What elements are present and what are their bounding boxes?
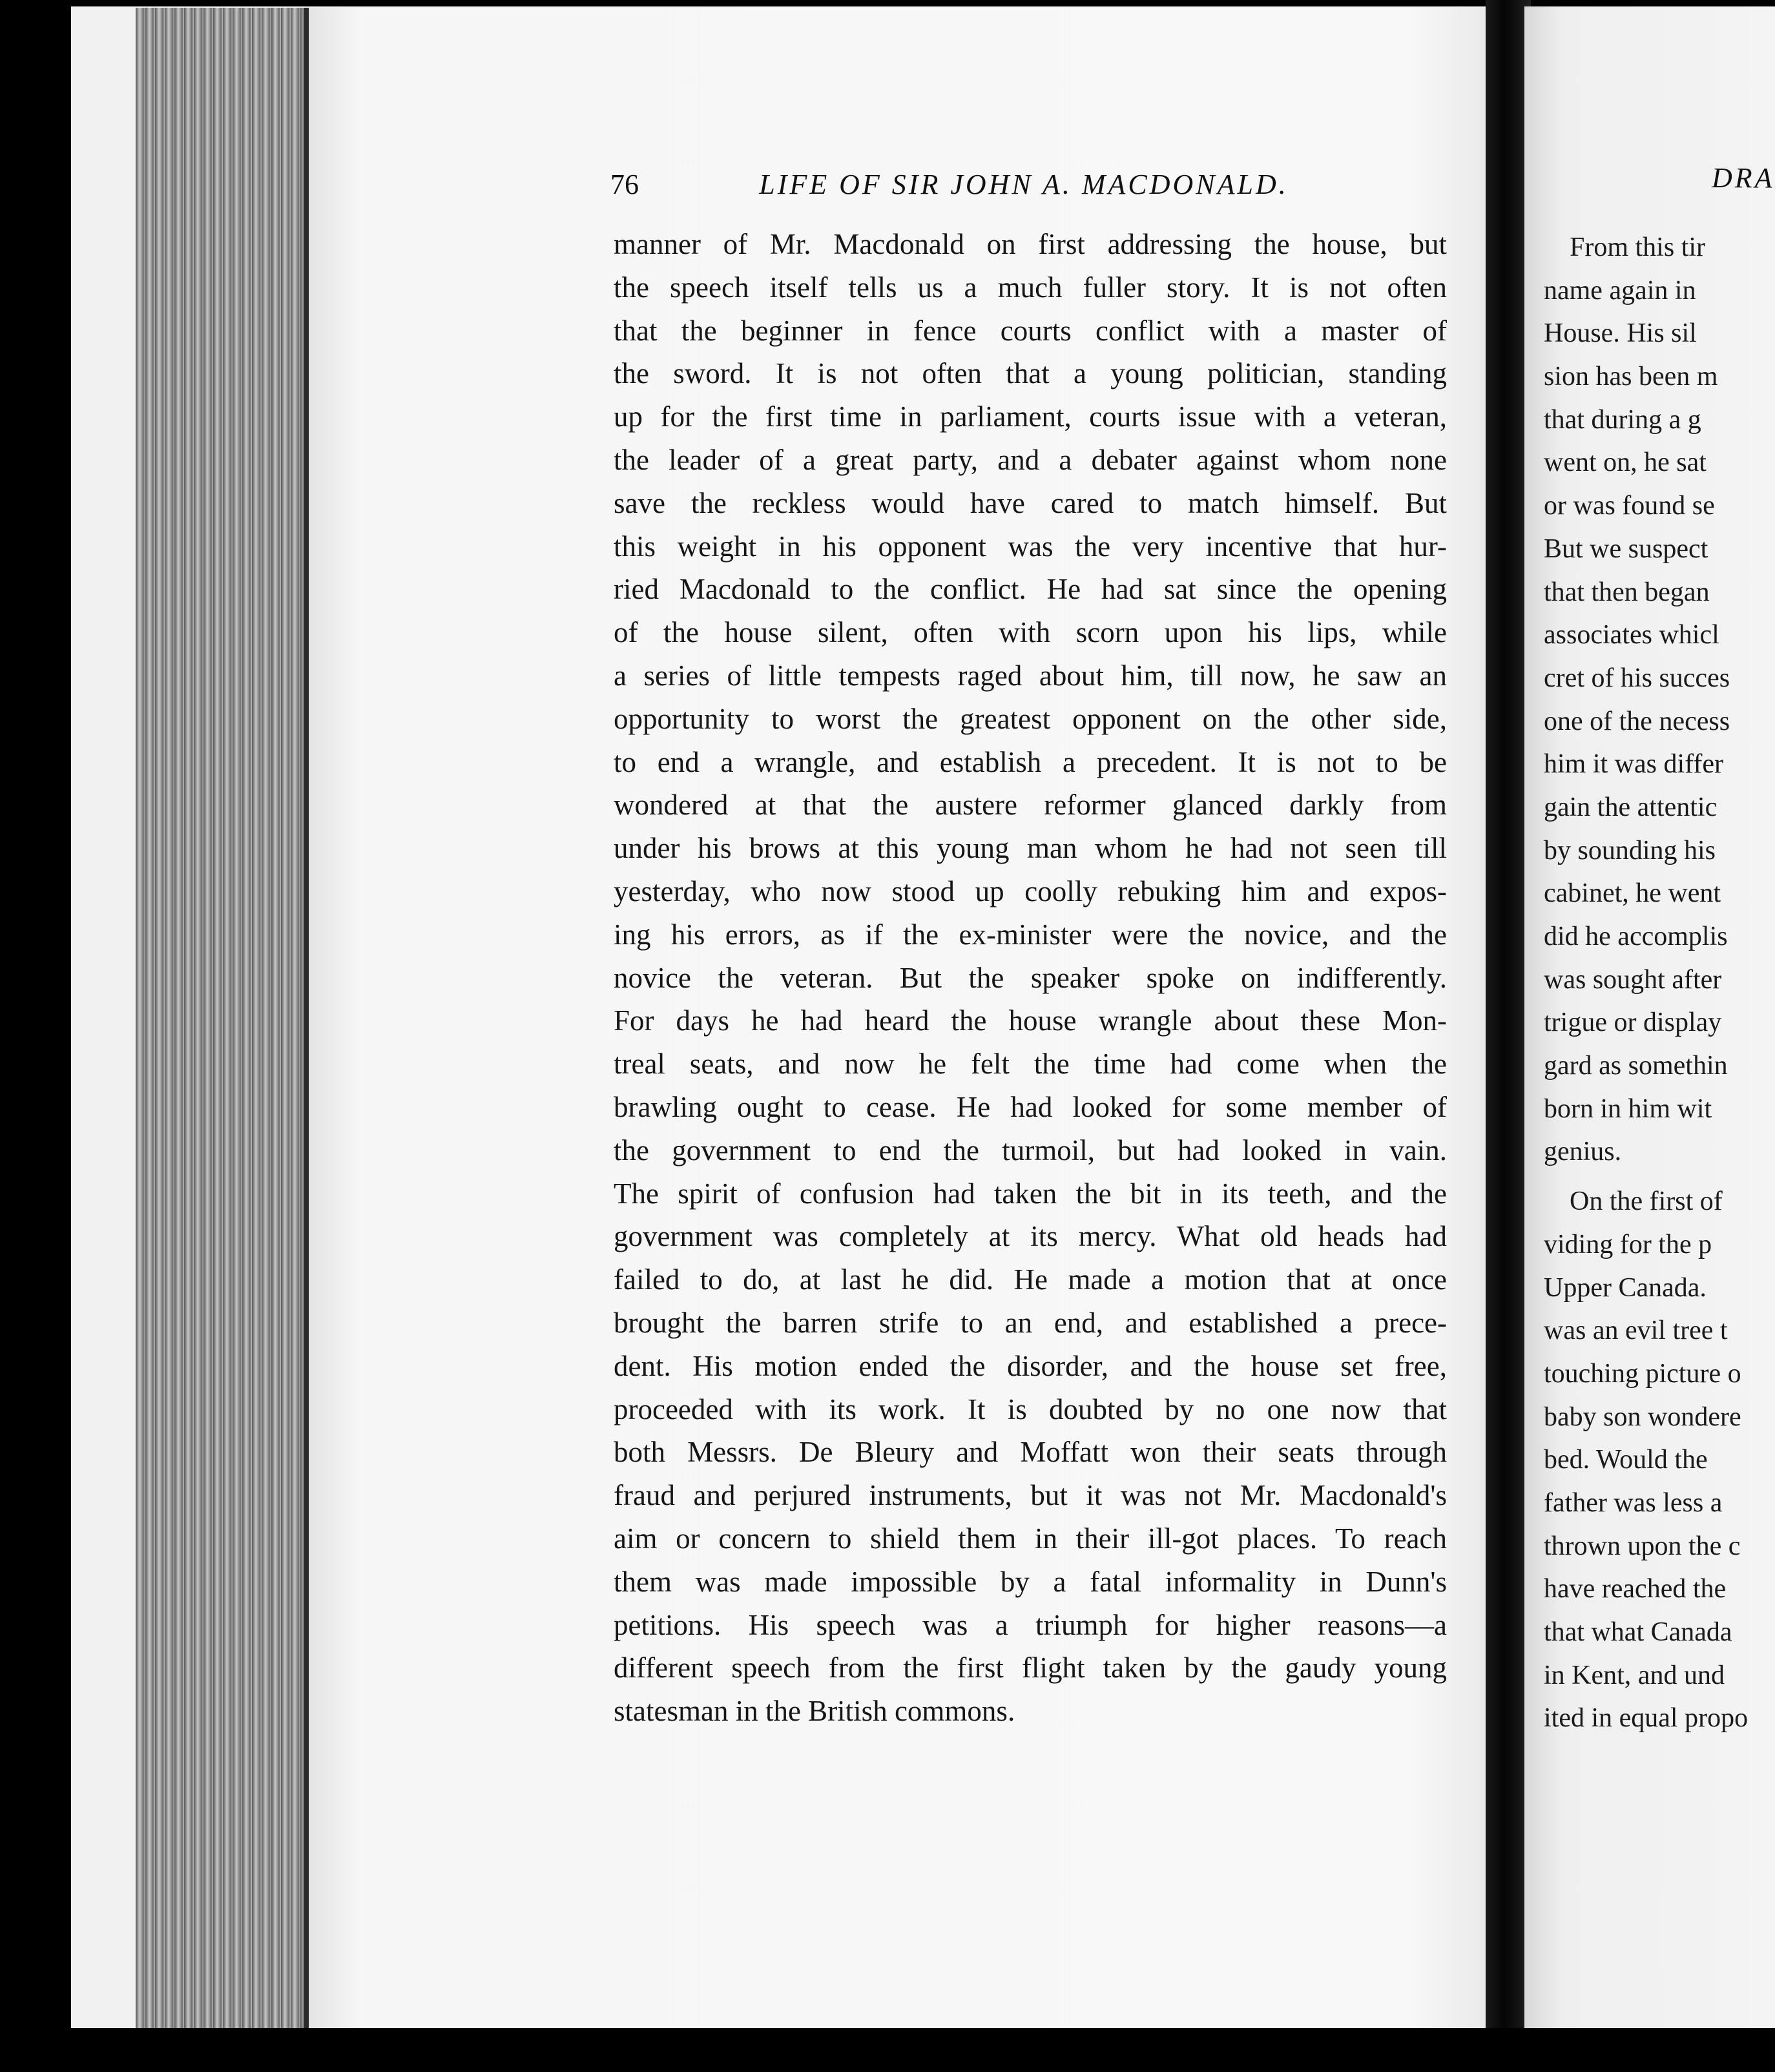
right-body-text	[1544, 226, 1775, 1740]
right-running-title: DRA	[1712, 162, 1775, 194]
text-line: ried Macdonald to the conflict. He had sat since the opening	[614, 573, 1447, 606]
running-head	[610, 161, 1340, 207]
text-line: From this tir	[1570, 233, 1706, 262]
text-line: both Messrs. De Bleury and Moffatt won their seats through	[614, 1436, 1447, 1469]
text-line: to end a wrangle, and establish a precedent. It is not to be	[614, 745, 1447, 778]
text-line: dent. His motion ended the disorder, and the house set free,	[614, 1349, 1447, 1382]
text-line: manner of Mr. Macdonald on first addressing the house, but	[614, 228, 1447, 260]
text-line: aim or concern to shield them in their ill-got places. To reach	[614, 1522, 1447, 1555]
text-line: in Kent, and und	[1544, 1660, 1725, 1690]
text-line: petitions. His speech was a triumph for higher reasons—a	[614, 1608, 1447, 1641]
text-line: him it was differ	[1544, 749, 1724, 780]
body-text	[614, 223, 1447, 1733]
text-line: viding for the p	[1544, 1229, 1712, 1259]
text-line: sion has been m	[1544, 362, 1718, 392]
text-line: born in him wit	[1544, 1093, 1712, 1124]
text-line: that during a g	[1544, 404, 1701, 435]
text-line: trigue or display	[1544, 1008, 1722, 1038]
text-line: associates whicl	[1544, 620, 1719, 650]
text-line: thrown upon the c	[1544, 1531, 1741, 1561]
text-line: genius.	[1544, 1137, 1622, 1167]
text-line: was an evil tree t	[1544, 1316, 1728, 1346]
text-line: father was less a	[1544, 1487, 1723, 1518]
text-line: statesman in the British commons.	[614, 1695, 1015, 1728]
text-line: was sought after	[1544, 964, 1722, 995]
text-line: novice the veteran. But the speaker spoke on indifferently.	[614, 961, 1447, 994]
text-line: up for the first time in parliament, courts issue with a veteran,	[614, 400, 1447, 433]
text-line: different speech from the first flight taken by the gaudy young	[614, 1652, 1447, 1684]
text-line: failed to do, at last he did. He made a motion that at once	[614, 1263, 1447, 1296]
text-line: went on, he sat	[1544, 448, 1707, 478]
text-line: one of the necess	[1544, 706, 1730, 736]
text-line: a series of little tempests raged about him, till now, he saw an	[614, 659, 1447, 692]
text-line: touching picture o	[1544, 1358, 1741, 1389]
text-line: name again in	[1544, 275, 1696, 306]
text-line: gain the attentic	[1544, 792, 1718, 822]
text-line: brought the barren strife to an end, and established a prece-	[614, 1306, 1447, 1339]
text-line: government was completely at its mercy. What old heads had	[614, 1220, 1447, 1253]
text-line: ited in equal propo	[1544, 1703, 1749, 1734]
text-line: gard as somethin	[1544, 1051, 1728, 1081]
running-title: LIFE OF SIR JOHN A. MACDONALD.	[759, 168, 1289, 200]
text-line: But we suspect	[1544, 534, 1708, 564]
text-line: by sounding his	[1544, 835, 1716, 865]
text-line: under his brows at this young man whom he had not seen till	[614, 832, 1447, 865]
text-line: wondered at that the austere reformer glanced darkly from	[614, 789, 1447, 822]
text-line: the leader of a great party, and a debater against whom none	[614, 443, 1447, 476]
page-edge-shadow	[304, 8, 309, 2029]
page-number: 76	[610, 168, 639, 200]
text-line: or was found se	[1544, 491, 1715, 521]
text-line: For days he had heard the house wrangle about these Mon-	[614, 1004, 1447, 1037]
text-line: the speech itself tells us a much fuller story. It is not often	[614, 271, 1447, 304]
text-line: fraud and perjured instruments, but it was not Mr. Macdonald's	[614, 1479, 1447, 1512]
text-line: cret of his succes	[1544, 663, 1730, 693]
text-line: that what Canada	[1544, 1617, 1732, 1647]
text-line: them was made impossible by a fatal informality in Dunn's	[614, 1565, 1447, 1598]
text-line: On the first of	[1570, 1186, 1723, 1217]
bottom-shadow	[71, 2028, 1775, 2072]
text-line: brawling ought to cease. He had looked for some member of	[614, 1090, 1447, 1123]
text-line: Upper Canada.	[1544, 1272, 1707, 1303]
text-line: baby son wondere	[1544, 1402, 1741, 1432]
text-line: the sword. It is not often that a young politician, standing	[614, 357, 1447, 390]
text-line: opportunity to worst the greatest opponent on the other side,	[614, 702, 1447, 735]
text-line: The spirit of confusion had taken the bit in its teeth, and the	[614, 1177, 1447, 1210]
page-edges	[136, 8, 305, 2029]
text-line: that the beginner in fence courts conflict with a master of	[614, 314, 1447, 347]
text-line: of the house silent, often with scorn upon his lips, while	[614, 616, 1447, 649]
text-line: did he accomplis	[1544, 922, 1728, 951]
text-line: this weight in his opponent was the very incentive that hur-	[614, 530, 1447, 563]
text-line: House. His sil	[1544, 318, 1697, 349]
text-line: proceeded with its work. It is doubted by no one now that	[614, 1393, 1447, 1425]
text-line: have reached the	[1544, 1574, 1727, 1604]
text-line: cabinet, he went	[1544, 878, 1721, 909]
text-line: ing his errors, as if the ex-minister were the novice, and the	[614, 918, 1447, 951]
text-line: treal seats, and now he felt the time had come when the	[614, 1048, 1447, 1081]
text-line: yesterday, who now stood up coolly rebuking him and expos-	[614, 875, 1447, 907]
text-line: the government to end the turmoil, but had looked in vain.	[614, 1134, 1447, 1166]
text-line: bed. Would the	[1544, 1445, 1708, 1475]
text-line: that then began	[1544, 577, 1710, 607]
text-line: save the reckless would have cared to match himself. But	[614, 486, 1447, 519]
